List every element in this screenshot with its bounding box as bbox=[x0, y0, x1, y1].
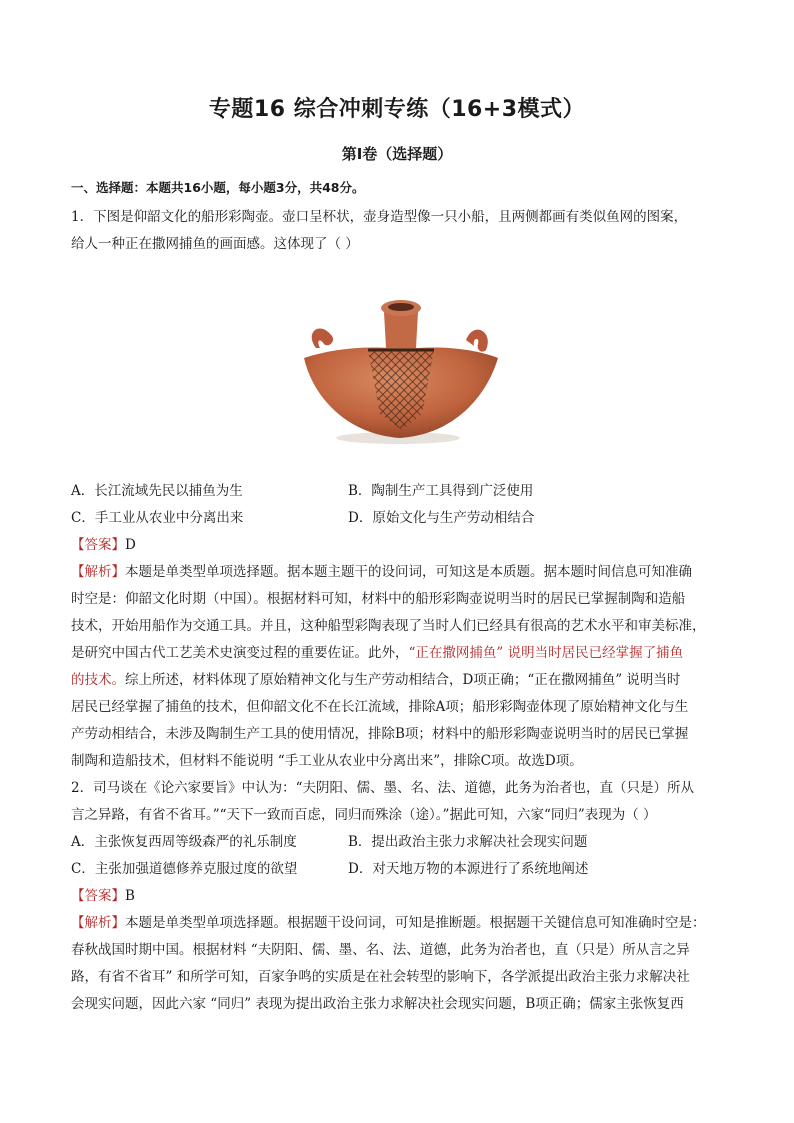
section-instructions: 一、选择题：本题共16小题，每小题3分，共48分。 bbox=[71, 180, 365, 195]
q1-option-d: D．原始文化与生产劳动相结合 bbox=[348, 510, 535, 526]
answer-tag: 【答案】 bbox=[71, 537, 125, 553]
analysis-text: 本题是单类型单项选择题。根据题干设问词，可知是推断题。根据题干关键信息可知准确时空是： bbox=[125, 915, 706, 931]
q1-analysis-line2: 时空是：仰韶文化时期（中国）。根据材料可知，材料中的船形彩陶壶说明当时的居民已掌握制陶和造船 bbox=[71, 591, 686, 607]
answer-value: D bbox=[125, 537, 136, 553]
analysis-text: 综上所述，材料体现了原始精神文化与生产劳动相结合，D项正确；“正在撒网捕鱼” 说明当时 bbox=[125, 672, 681, 688]
q1-analysis-line4 bbox=[71, 641, 731, 661]
q2-analysis-line3: 路，有省不省耳” 和所学可知，百家争鸣的实质是在社会转型的影响下，各学派提出政治主张力求解决社 bbox=[71, 969, 690, 985]
q1-analysis-line5 bbox=[71, 668, 731, 688]
q1-option-c: C．手工业从农业中分离出来 bbox=[71, 510, 244, 526]
q1-option-b: B．陶制生产工具得到广泛使用 bbox=[348, 483, 534, 499]
q2-answer bbox=[71, 884, 731, 904]
q2-analysis-line1 bbox=[71, 911, 731, 931]
q2-option-a: A．主张恢复西周等级森严的礼乐制度 bbox=[71, 834, 297, 850]
q1-answer bbox=[71, 533, 731, 553]
q2-option-c: C．主张加强道德修养克服过度的欲望 bbox=[71, 861, 298, 877]
answer-value: B bbox=[125, 888, 135, 904]
q2-analysis-line2: 春秋战国时期中国。根据材料 “夫阴阳、儒、墨、名、法、道德，此务为治者也，直（只是）所从言之异 bbox=[71, 942, 690, 958]
q2-option-b: B．提出政治主张力求解决社会现实问题 bbox=[348, 834, 588, 850]
page-title: 专题16 综合冲刺专练（16+3模式） bbox=[208, 97, 586, 122]
q2-option-d: D．对天地万物的本源进行了系统地阐述 bbox=[348, 861, 589, 877]
q2-stem-line2: 言之异路，有省不省耳。”“天下一致而百虑，同归而殊涂（途）。”据此可知，六家“同归”表现为（ ） bbox=[71, 807, 657, 823]
q1-analysis-line3: 技术，开始用船作为交通工具。并且，这种船型彩陶表现了当时人们已经具有很高的艺术水平和审美标准， bbox=[71, 618, 706, 634]
q1-analysis-line7: 产劳动相结合，未涉及陶制生产工具的使用情况，排除B项；材料中的船形彩陶壶说明当时的居民已掌握 bbox=[71, 726, 689, 742]
analysis-tag: 【解析】 bbox=[71, 915, 125, 931]
q1-analysis-line6: 居民已经掌握了捕鱼的技术，但仰韶文化不在长江流域，排除A项；船形彩陶壶体现了原始精神文化与生 bbox=[71, 699, 689, 715]
highlighted-text: 的技术。 bbox=[71, 672, 125, 688]
q1-option-a: A．长江流域先民以捕鱼为生 bbox=[71, 483, 243, 499]
q1-stem-line2: 给人一种正在撒网捕鱼的画面感。这体现了（ ） bbox=[71, 236, 359, 252]
analysis-tag: 【解析】 bbox=[71, 564, 125, 580]
answer-tag: 【答案】 bbox=[71, 888, 125, 904]
section-subtitle: 第Ⅰ卷（选择题） bbox=[341, 145, 453, 163]
boat-shaped-pottery-pot-image bbox=[298, 292, 501, 450]
highlighted-text: “正在撒网捕鱼” 说明当时居民已经掌握了捕鱼 bbox=[408, 645, 684, 661]
q1-analysis-line1 bbox=[71, 560, 731, 580]
analysis-text: 本题是单类型单项选择题。据本题主题干的设问词，可知这是本质题。据本题时间信息可知准确 bbox=[125, 564, 692, 580]
q2-stem-line1: 2．司马谈在《论六家要旨》中认为：“夫阴阳、儒、墨、名、法、道德，此务为治者也，直（只是）所从 bbox=[71, 780, 694, 796]
q1-analysis-line8: 制陶和造船技术，但材料不能说明 “手工业从农业中分离出来”，排除C项。故选D项。 bbox=[71, 753, 583, 769]
q2-analysis-line4: 会现实问题，因此六家 “同归” 表现为提出政治主张力求解决社会现实问题，B项正确；儒家主张恢复西 bbox=[71, 996, 684, 1012]
q1-stem-line1: 1．下图是仰韶文化的船形彩陶壶。壶口呈杯状，壶身造型像一只小船，且两侧都画有类似鱼网的图案， bbox=[71, 209, 688, 225]
analysis-text: 是研究中国古代工艺美术史演变过程的重要佐证。此外， bbox=[71, 645, 409, 661]
